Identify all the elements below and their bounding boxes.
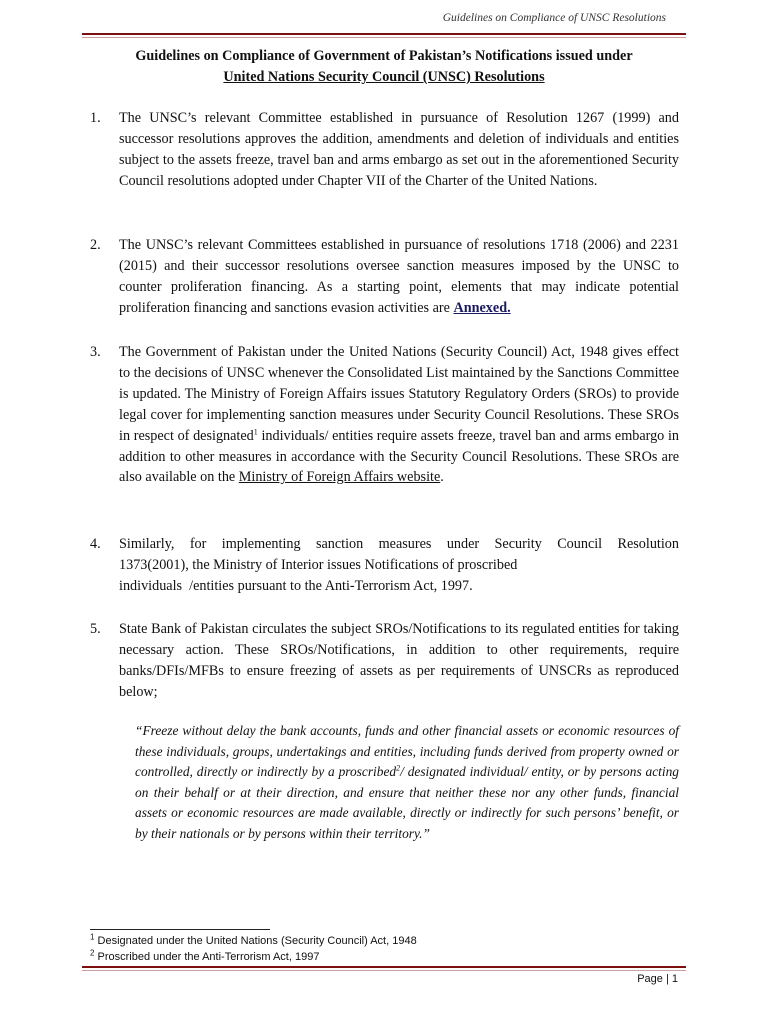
document-title xyxy=(90,46,678,88)
paragraph-number: 2. xyxy=(90,237,101,253)
page-number: Page | 1 xyxy=(637,973,678,985)
title-line-2: United Nations Security Council (UNSC) Resolutions xyxy=(223,69,545,85)
paragraph-text: The UNSC’s relevant Committees established in pursuance of resolutions 1718 (2006) and 2231 (2015) and their successor resolutions oversee sanction measures imposed by the UNSC to counter proliferation financing. As a starting point, elements that may indicate potential proliferation financing and sanctions evasion activities are Annexed. xyxy=(119,237,679,316)
footnote-ref-2[interactable]: 2 xyxy=(396,763,401,773)
paragraph-4 xyxy=(90,534,679,597)
footnote-2: $^2$ Proscribed under the Anti-Terrorism Act, 1997 xyxy=(90,948,320,963)
paragraph-5 xyxy=(90,619,679,703)
footer-rule-thin xyxy=(82,970,686,971)
footnote-ref-1[interactable]: 1 xyxy=(253,426,258,436)
mofa-website-link[interactable]: Ministry of Foreign Affairs website xyxy=(238,469,441,486)
paragraph-2 xyxy=(90,235,679,319)
annexed-link[interactable]: Annexed. xyxy=(453,299,511,316)
paragraph-3 xyxy=(90,342,679,488)
title-line-1: Guidelines on Compliance of Government of Pakistan’s Notifications issued under xyxy=(135,48,633,64)
header-rule-thin xyxy=(82,37,686,38)
paragraph-text: The UNSC’s relevant Committee established in pursuance of Resolution 1267 (1999) and successor resolutions approves the addition, amendments and deletion of individuals and entities subject to the assets freeze, travel ban and arms embargo as set out in the aforementioned Security Council resolutions adopted under Chapter VII of the Charter of the United Nations. xyxy=(119,110,679,189)
paragraph-text: The Government of Pakistan under the United Nations (Security Council) Act, 1948 gives effect to the decisions of UNSC whenever the Consolidated List maintained by the Sanctions Committee is updated. The Ministry of Foreign Affairs issues Statutory Regulatory Orders (SROs) to provide legal cover for implementing sanction measures under Security Council Resolutions. These SROs in respect of designated$^1$ individuals/ entities require assets freeze, travel ban and arms embargo in addition to other measures in accordance with the Security Council Resolutions. These SROs are also available on the Ministry of Foreign Affairs website. xyxy=(119,344,680,486)
paragraph-number: 4. xyxy=(90,536,101,552)
paragraph-text: State Bank of Pakistan circulates the subject SROs/Notifications to its regulated entities for taking necessary action. These SROs/Notifications, in addition to other requirements, require banks/DFIs/MFBs to ensure freezing of assets as per requirements of UNSCRs as reproduced below; xyxy=(119,621,679,700)
paragraph-text: Similarly, for implementing sanction measures under Security Council Resolution 1373(2001), the Ministry of Interior issues Notifications of proscribed individuals /entities pursuant to the Anti-Terrorism Act, 1997. xyxy=(119,536,679,594)
header-rule xyxy=(82,33,686,35)
footnote-1: $^1$ Designated under the United Nations (Security Council) Act, 1948 xyxy=(90,932,417,947)
unscr-quote: “Freeze without delay the bank accounts, funds and other financial assets or economic resources of these individuals, groups, undertakings and entities, including funds derived from property owned or controlled, directly or indirectly by a proscribed$^2$/ designated individual/ entity, or by persons acting on their behalf or at their direction, and ensure that neither these nor any other funds, financial assets or economic resources are made available, directly or indirectly for such persons’ benefit, or by their nationals or by persons within their territory.” xyxy=(135,723,679,841)
running-header: Guidelines on Compliance of UNSC Resolutions xyxy=(442,12,666,24)
footnote-separator xyxy=(90,929,270,930)
paragraph-number: 5. xyxy=(90,621,101,637)
footer-rule xyxy=(82,966,686,968)
paragraph-number: 3. xyxy=(90,344,101,360)
paragraph-number: 1. xyxy=(90,110,101,126)
paragraph-1 xyxy=(90,108,679,192)
